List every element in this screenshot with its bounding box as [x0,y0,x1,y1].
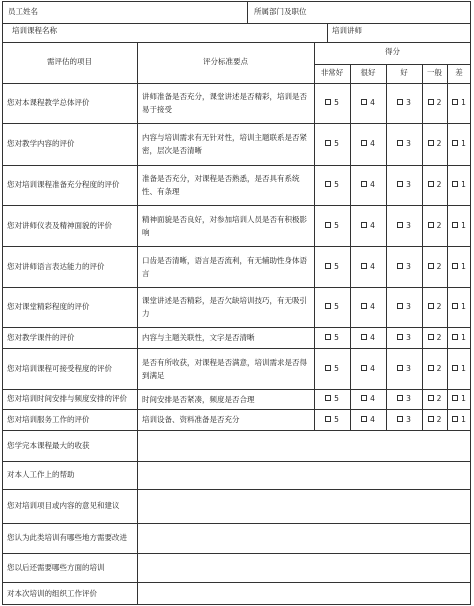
checkbox-icon[interactable] [361,99,367,105]
open-question-answer-area[interactable] [138,554,470,582]
score-option-1[interactable] [447,348,471,389]
checkbox-icon[interactable] [452,99,458,105]
score-value: 1 [461,302,466,311]
score-level-label-4: 很好 [360,68,376,77]
score-value: 1 [461,220,466,230]
checkbox-icon[interactable] [452,181,458,187]
evaluation-criteria: 口齿是否清晰，语言是否流利，有无辅助性身体语言 [142,255,307,278]
checkbox-icon[interactable] [325,222,331,228]
checkbox-icon[interactable] [428,263,434,269]
score-value: 5 [334,414,339,424]
open-question-label: 对本次培训的组织工作评价 [7,588,97,598]
evaluation-item: 您对讲师仪表及精神面貌的评价 [7,220,112,230]
checkbox-icon[interactable] [397,140,403,146]
checkbox-icon[interactable] [428,222,434,228]
evaluation-criteria: 内容与主题关联性，文字是否清晰 [142,333,255,342]
open-question-label: 您以后还需要哪些方面的培训 [7,562,105,572]
checkbox-icon[interactable] [397,222,403,228]
score-option-1[interactable] [447,287,471,327]
checkbox-icon[interactable] [397,416,403,422]
evaluation-criteria: 精神面貌是否良好，对参加培训人员是否有积极影响 [142,214,307,237]
open-question-answer-area[interactable] [138,462,470,489]
border-left [2,1,3,605]
header-divider-2 [327,23,328,42]
checkbox-icon[interactable] [428,181,434,187]
evaluation-criteria: 培训设备、资料准备是否充分 [142,415,240,424]
score-value: 1 [461,139,466,148]
checkbox-icon[interactable] [361,222,367,228]
checkbox-icon[interactable] [325,181,331,187]
checkbox-icon[interactable] [397,395,403,401]
score-value: 3 [406,261,411,271]
score-group-header: 得分 [385,47,400,56]
score-value: 3 [406,302,411,311]
checkbox-icon[interactable] [428,99,434,105]
evaluation-item: 您对讲师语言表达能力的评价 [7,261,105,271]
checkbox-icon[interactable] [397,303,403,309]
checkbox-icon[interactable] [428,416,434,422]
score-value: 2 [436,302,442,311]
score-option-4[interactable] [350,246,386,287]
open-question-answer-area[interactable] [138,490,470,523]
score-option-5[interactable] [314,287,350,327]
checkbox-icon[interactable] [452,416,458,422]
score-value: 1 [461,180,466,189]
checkbox-icon[interactable] [452,303,458,309]
score-option-4[interactable] [350,348,386,389]
checkbox-icon[interactable] [361,334,367,340]
checkbox-icon[interactable] [325,140,331,146]
checkbox-icon[interactable] [361,181,367,187]
score-value: 1 [461,98,466,107]
checkbox-icon[interactable] [397,99,403,105]
checkbox-icon[interactable] [428,395,434,401]
score-value: 2 [436,180,442,189]
score-value: 4 [370,139,375,148]
trainer-label: 培训讲师 [332,26,362,35]
score-option-3[interactable] [386,123,422,165]
open-question-answer-area[interactable] [138,524,470,553]
score-option-3[interactable] [386,246,422,287]
evaluation-item: 您对培训课程准备充分程度的评价 [7,180,120,189]
score-value: 1 [461,332,466,342]
checkbox-icon[interactable] [452,395,458,401]
checkbox-icon[interactable] [361,303,367,309]
score-value: 4 [370,98,375,107]
score-value: 5 [334,180,339,189]
evaluation-item: 您对本课程教学总体评价 [7,98,90,107]
score-option-4[interactable] [350,409,386,430]
evaluation-item: 您对课堂精彩程度的评价 [7,302,90,311]
evaluation-criteria: 讲师准备是否充分，课堂讲述是否精彩，培训是否易于接受 [142,92,307,114]
score-value: 1 [461,363,466,373]
department-label: 所属部门及职位 [254,7,307,16]
score-level-label-5: 非常好 [320,68,344,77]
evaluation-criteria: 是否有所收获，对课程是否满意，培训需求是否得到满足 [142,357,307,380]
score-value: 4 [370,394,375,403]
score-option-1[interactable] [447,327,471,348]
score-value: 2 [436,414,442,424]
score-value: 3 [406,180,411,189]
score-value: 3 [406,394,411,403]
open-question-label: 您对培训项目或内容的意见和建议 [7,501,120,510]
score-value: 2 [436,332,442,342]
checkbox-icon[interactable] [325,99,331,105]
checkbox-icon[interactable] [397,181,403,187]
checkbox-icon[interactable] [397,365,403,371]
checkbox-icon[interactable] [361,140,367,146]
checkbox-icon[interactable] [325,365,331,371]
checkbox-icon[interactable] [325,334,331,340]
score-value: 5 [334,394,339,403]
score-option-2[interactable] [422,246,447,287]
checkbox-icon[interactable] [397,263,403,269]
score-option-2[interactable] [422,205,447,246]
score-value: 5 [334,302,339,311]
score-option-1[interactable] [447,123,471,165]
score-option-2[interactable] [422,389,447,409]
score-option-2[interactable] [422,287,447,327]
evaluation-item: 您对教学内容的评价 [7,139,75,148]
score-value: 5 [334,98,339,107]
header-divider-1 [247,1,248,23]
score-level-label-1: 差 [455,68,463,77]
score-option-3[interactable] [386,83,422,123]
score-value: 4 [370,261,375,271]
score-value: 4 [370,332,375,342]
checkbox-icon[interactable] [397,334,403,340]
evaluation-criteria: 课堂讲述是否精彩，是否欠缺培训技巧，有无吸引力 [142,296,307,318]
score-value: 4 [370,180,375,189]
score-option-1[interactable] [447,389,471,409]
score-option-4[interactable] [350,327,386,348]
checkbox-icon[interactable] [361,395,367,401]
checkbox-icon[interactable] [428,140,434,146]
score-value: 4 [370,302,375,311]
checkbox-icon[interactable] [452,365,458,371]
score-value: 4 [370,220,375,230]
evaluation-criteria: 时间安排是否紧凑，频度是否合理 [142,394,255,404]
score-value: 3 [406,139,411,148]
score-option-3[interactable] [386,409,422,430]
header-line-2 [2,42,471,43]
score-option-2[interactable] [422,409,447,430]
score-option-5[interactable] [314,409,350,430]
score-option-2[interactable] [422,165,447,205]
score-option-2[interactable] [422,83,447,123]
item-column-divider [137,42,138,430]
checkbox-icon[interactable] [428,303,434,309]
score-option-5[interactable] [314,205,350,246]
score-value: 2 [436,363,442,373]
score-option-3[interactable] [386,348,422,389]
evaluation-form [2,1,471,605]
open-question-answer-area[interactable] [138,431,470,461]
checkbox-icon[interactable] [325,303,331,309]
score-option-5[interactable] [314,123,350,165]
score-option-2[interactable] [422,348,447,389]
score-value: 3 [406,332,411,342]
score-level-label-3: 好 [400,68,408,77]
score-option-4[interactable] [350,165,386,205]
score-value: 5 [334,363,339,373]
score-option-2[interactable] [422,123,447,165]
score-value: 2 [436,139,442,148]
score-option-1[interactable] [447,205,471,246]
score-option-3[interactable] [386,205,422,246]
score-option-5[interactable] [314,83,350,123]
score-option-4[interactable] [350,287,386,327]
score-value: 3 [406,363,411,373]
checkbox-icon[interactable] [452,263,458,269]
score-level-label-2: 一般 [427,68,442,77]
employee-name-label: 员工姓名 [8,7,38,16]
open-question-label: 您学完本课程最大的收获 [7,440,90,450]
evaluation-item: 您对培训时间安排与频度安排的评价 [7,394,127,403]
score-option-1[interactable] [447,246,471,287]
score-value: 4 [370,414,375,424]
score-option-4[interactable] [350,205,386,246]
score-value: 5 [334,220,339,230]
score-value: 1 [461,394,466,403]
score-option-3[interactable] [386,165,422,205]
score-option-3[interactable] [386,327,422,348]
criteria-column-header: 评分标准要点 [203,57,248,66]
border-top [2,1,471,2]
score-option-4[interactable] [350,389,386,409]
checkbox-icon[interactable] [325,395,331,401]
score-option-1[interactable] [447,165,471,205]
score-value: 5 [334,139,339,148]
score-option-3[interactable] [386,389,422,409]
score-option-4[interactable] [350,83,386,123]
score-option-1[interactable] [447,83,471,123]
evaluation-criteria: 内容与培训需求有无针对性，培训主题联系是否紧密，层次是否清晰 [142,133,307,155]
open-question-label: 对本人工作上的帮助 [7,470,75,479]
score-option-5[interactable] [314,327,350,348]
score-option-5[interactable] [314,246,350,287]
evaluation-item: 您对培训课程可接受程度的评价 [7,363,112,373]
item-column-header: 需评估的项目 [47,57,92,66]
course-name-label: 培训课程名称 [12,26,57,35]
score-option-5[interactable] [314,389,350,409]
evaluation-criteria: 准备是否充分，对课程是否熟悉，是否具有系统性、有条理 [142,174,300,196]
checkbox-icon[interactable] [361,365,367,371]
score-value: 3 [406,414,411,424]
checkbox-icon[interactable] [428,365,434,371]
score-value: 5 [334,332,339,342]
open-question-answer-area[interactable] [138,583,470,605]
score-option-4[interactable] [350,123,386,165]
score-value: 3 [406,98,411,107]
checkbox-icon[interactable] [361,263,367,269]
checkbox-icon[interactable] [325,263,331,269]
score-value: 2 [436,220,442,230]
score-value: 2 [436,394,442,403]
checkbox-icon[interactable] [452,222,458,228]
open-question-label: 您认为此类培训有哪些地方需要改进 [7,533,127,542]
score-value: 1 [461,414,466,424]
score-option-5[interactable] [314,165,350,205]
score-value: 3 [406,220,411,230]
score-value: 5 [334,261,339,271]
score-value: 4 [370,363,375,373]
evaluation-item: 您对教学课件的评价 [7,332,75,342]
score-value: 1 [461,261,466,271]
checkbox-icon[interactable] [325,416,331,422]
checkbox-icon[interactable] [452,334,458,340]
score-value: 2 [436,98,442,107]
checkbox-icon[interactable] [361,416,367,422]
checkbox-icon[interactable] [452,140,458,146]
header-line-1 [2,23,471,24]
checkbox-icon[interactable] [428,334,434,340]
score-option-1[interactable] [447,409,471,430]
score-option-3[interactable] [386,287,422,327]
score-value: 2 [436,261,442,271]
score-option-5[interactable] [314,348,350,389]
score-option-2[interactable] [422,327,447,348]
evaluation-item: 您对培训服务工作的评价 [7,414,90,424]
